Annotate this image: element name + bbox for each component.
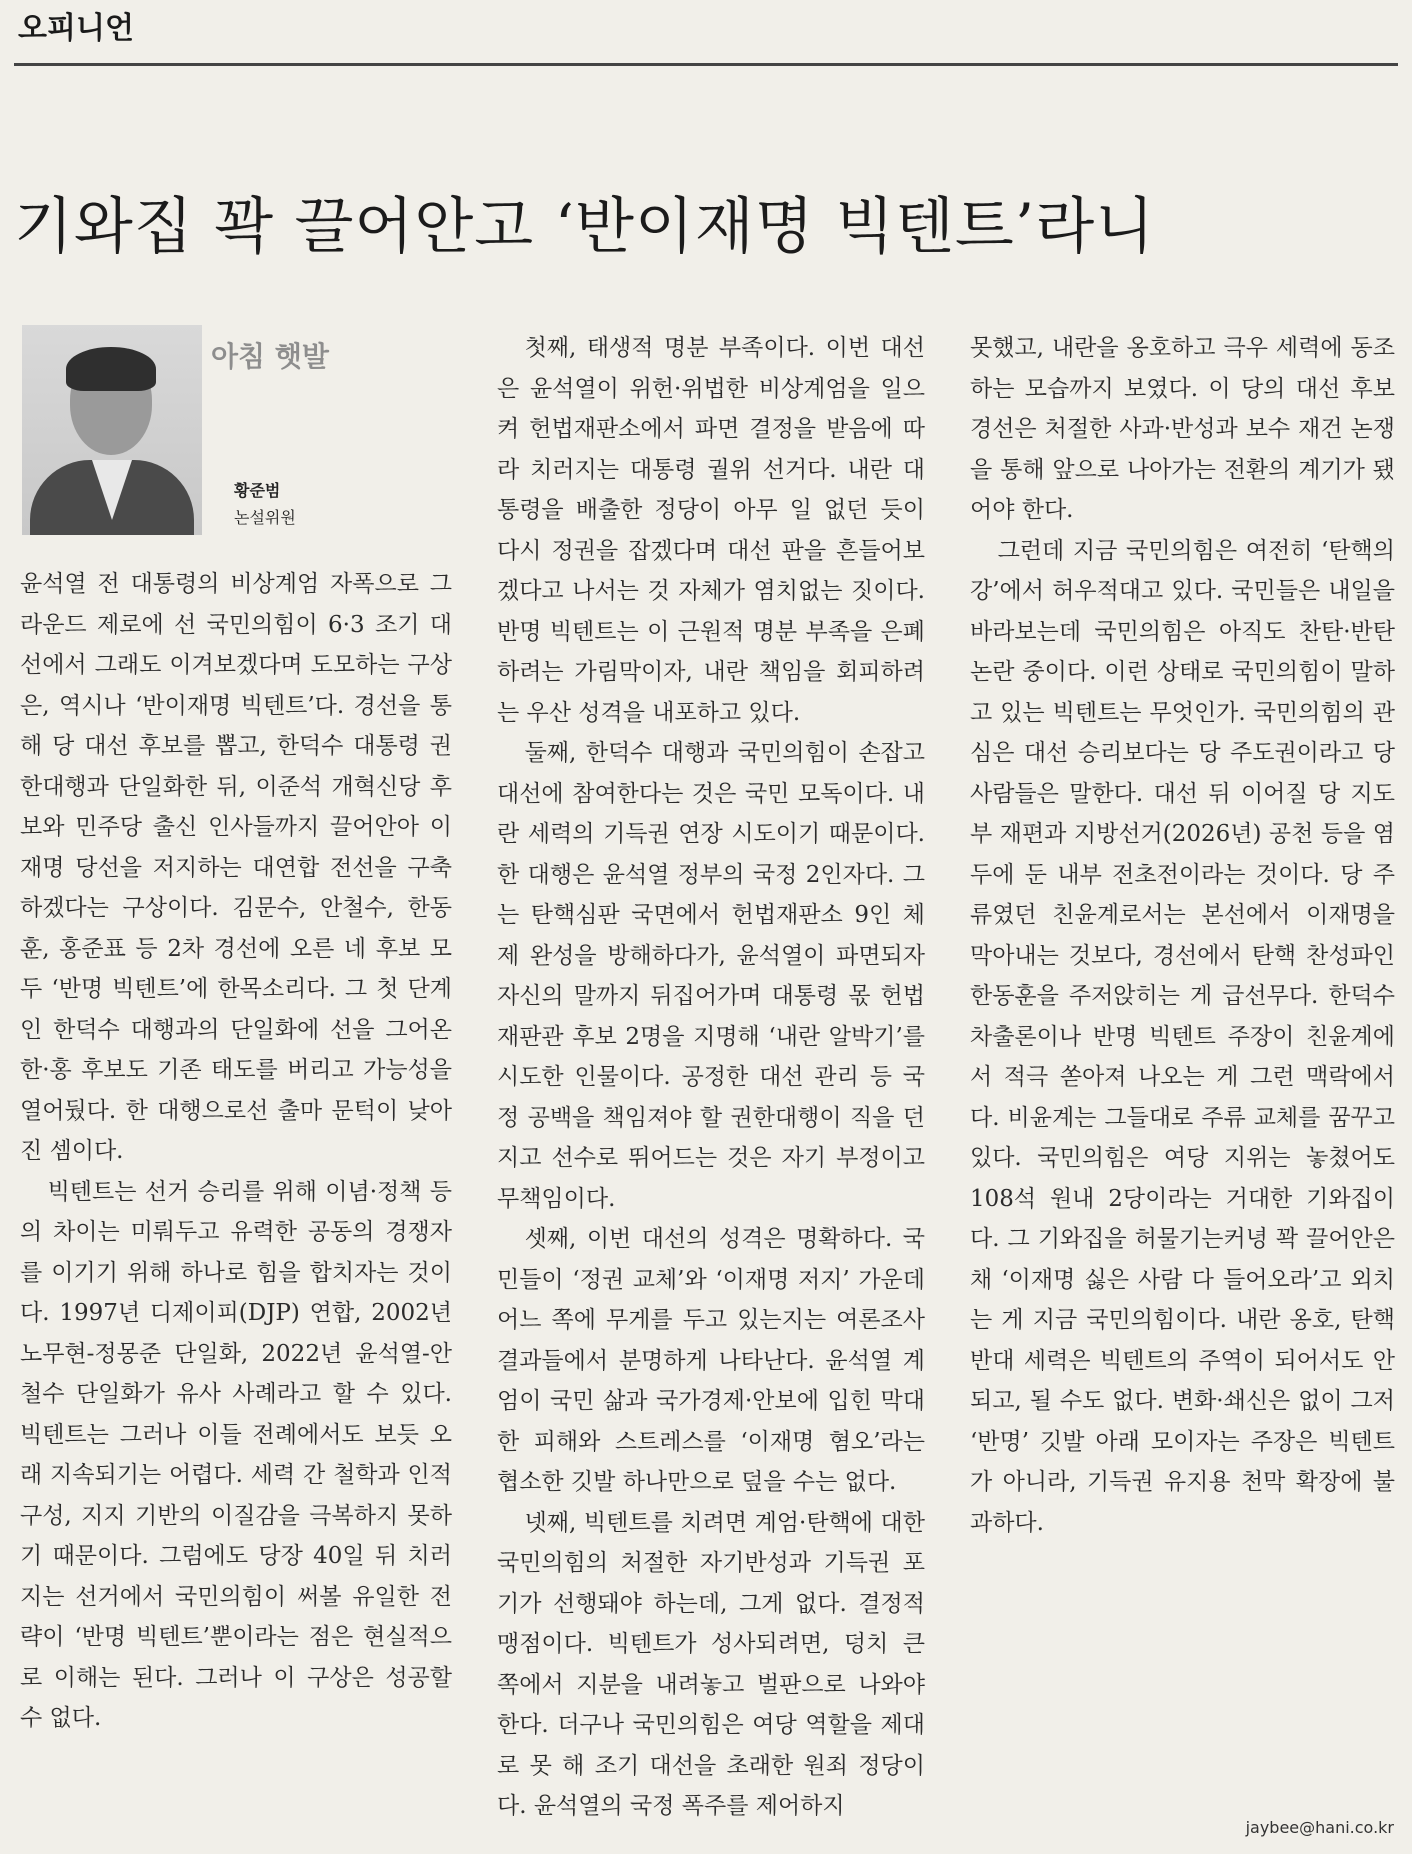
paragraph: 그런데 지금 국민의힘은 여전히 ‘탄핵의 강’에서 허우적대고 있다. 국민들은 내일을 바라보는데 국민의힘은 아직도 찬탄·반탄 논란 중이다. 이런 상태로 국민의힘이 말하고 있는 빅텐트는 무엇인가. 국민의힘의 관심은 대선 승리보다는 당 주도권이라고 당 사람들은 말한다. 대선 뒤 이어질 당 지도부 재편과 지방선거(2026년) 공천 등을 염두에 둔 내부 전초전이라는 것이다. 당 주류였던 친윤계로서는 본선에서 이재명을 막아내는 것보다, 경선에서 탄핵 찬성파인 한동훈을 주저앉히는 게 급선무다. 한덕수 차출론이나 반명 빅텐트 주장이 친윤계에서 적극 쏟아져 나오는 게 그런 맥락에서다. 비윤계는 그들대로 주류 교체를 꿈꾸고 있다. 국민의힘은 여당 지위는 놓쳤어도 108석 원내 2당이라는 거대한 기와집이다. 그 기와집을 허물기는커녕 꽉 끌어안은 채 ‘이재명 싫은 사람 다 들어오라’고 외치는 게 지금 국민의힘이다. 내란 옹호, 탄핵 반대 세력은 빅텐트의 주역이 되어서도 안 되고, 될 수도 없다. 변화·쇄신은 없이 그저 ‘반명’ 깃발 아래 모이자는 주장은 빅텐트가 아니라, 기득권 유지용 천막 확장에 불과하다. (970, 537, 1395, 1536)
paragraph: 빅텐트는 선거 승리를 위해 이념·정책 등의 차이는 미뤄두고 유력한 공동의 경쟁자를 이기기 위해 하나로 힘을 합치자는 것이다. 1997년 디제이피(DJP) 연합, 2002년 노무현-정몽준 단일화, 2022년 윤석열-안철수 단일화가 유사 사례라고 할 수 있다. 빅텐트는 그러나 이들 전례에서도 보듯 오래 지속되기는 어렵다. 세력 간 철학과 인적 구성, 지지 기반의 이질감을 극복하지 못하기 때문이다. 그럼에도 당장 40일 뒤 치러지는 선거에서 국민의힘이 써볼 유일한 전략이 ‘반명 빅텐트’뿐이라는 점은 현실적으로 이해는 된다. 그러나 이 구상은 성공할 수 없다. (20, 1178, 452, 1731)
section-divider (14, 63, 1398, 66)
section-label: 오피니언 (18, 11, 134, 46)
headline: 기와집 꽉 끌어안고 ‘반이재명 빅텐트’라니 (14, 190, 1156, 262)
paragraph: 윤석열 전 대통령의 비상계엄 자폭으로 그라운드 제로에 선 국민의힘이 6·3 조기 대선에서 그래도 이겨보겠다며 도모하는 구상은, 역시나 ‘반이재명 빅텐트’다. 경선을 통해 당 대선 후보를 뽑고, 한덕수 대통령 권한대행과 단일화한 뒤, 이준석 개혁신당 후보와 민주당 출신 인사들까지 끌어안아 이재명 당선을 저지하는 대연합 전선을 구축하겠다는 구상이다. 김문수, 안철수, 한동훈, 홍준표 등 2차 경선에 오른 네 후보 모두 ‘반명 빅텐트’에 한목소리다. 그 첫 단계인 한덕수 대행과의 단일화에 선을 그어온 한·홍 후보도 기존 태도를 버리고 가능성을 열어뒀다. 한 대행으로선 출마 문턱이 낮아진 셈이다. (20, 571, 452, 1164)
article-column-3 (970, 328, 1395, 1543)
paragraph: 셋째, 이번 대선의 성격은 명확하다. 국민들이 ‘정권 교체’와 ‘이재명 저지’ 가운데 어느 쪽에 무게를 두고 있는지는 여론조사 결과들에서 분명하게 나타난다. 윤석열 계엄이 국민 삶과 국가경제·안보에 입힌 막대한 피해와 스트레스를 ‘이재명 혐오’라는 협소한 깃발 하나만으로 덮을 수는 없다. (497, 1226, 925, 1495)
author-email: jaybee@hani.co.kr (1245, 1818, 1394, 1837)
author-name: 황준범 (234, 481, 281, 500)
column-name: 아침 햇발 (211, 340, 329, 373)
article-column-1 (20, 564, 452, 1739)
paragraph: 둘째, 한덕수 대행과 국민의힘이 손잡고 대선에 참여한다는 것은 국민 모독이다. 내란 세력의 기득권 연장 시도이기 때문이다. 한 대행은 윤석열 정부의 국정 2인자다. 그는 탄핵심판 국면에서 헌법재판소 9인 체제 완성을 방해하다가, 윤석열이 파면되자 자신의 말까지 뒤집어가며 대통령 몫 헌법재판관 후보 2명을 지명해 ‘내란 알박기’를 시도한 인물이다. 공정한 대선 관리 등 국정 공백을 책임져야 할 권한대행이 직을 던지고 선수로 뛰어드는 것은 자기 부정이고 무책임이다. (497, 740, 925, 1212)
paragraph-continued: 못했고, 내란을 옹호하고 극우 세력에 동조하는 모습까지 보였다. 이 당의 대선 후보 경선은 처절한 사과·반성과 보수 재건 논쟁을 통해 앞으로 나아가는 전환의 계기가 됐어야 한다. (970, 335, 1395, 523)
author-photo (22, 325, 202, 535)
paragraph: 넷째, 빅텐트를 치려면 계엄·탄핵에 대한 국민의힘의 처절한 자기반성과 기득권 포기가 선행돼야 하는데, 그게 없다. 결정적 맹점이다. 빅텐트가 성사되려면, 덩치 큰 쪽에서 지분을 내려놓고 벌판으로 나와야 한다. 더구나 국민의힘은 여당 역할을 제대로 못 해 조기 대선을 초래한 원죄 정당이다. 윤석열의 국정 폭주를 제어하지 (497, 1509, 925, 1819)
author-title: 논설위원 (234, 508, 296, 527)
article-column-2 (497, 328, 925, 1827)
paragraph: 첫째, 태생적 명분 부족이다. 이번 대선은 윤석열이 위헌·위법한 비상계엄을 일으켜 헌법재판소에서 파면 결정을 받음에 따라 치러지는 대통령 궐위 선거다. 내란 대통령을 배출한 정당이 아무 일 없던 듯이 다시 정권을 잡겠다며 대선 판을 흔들어보겠다고 나서는 것 자체가 염치없는 짓이다. 반명 빅텐트는 이 근원적 명분 부족을 은폐하려는 가림막이자, 내란 책임을 회피하려는 우산 성격을 내포하고 있다. (497, 335, 925, 726)
